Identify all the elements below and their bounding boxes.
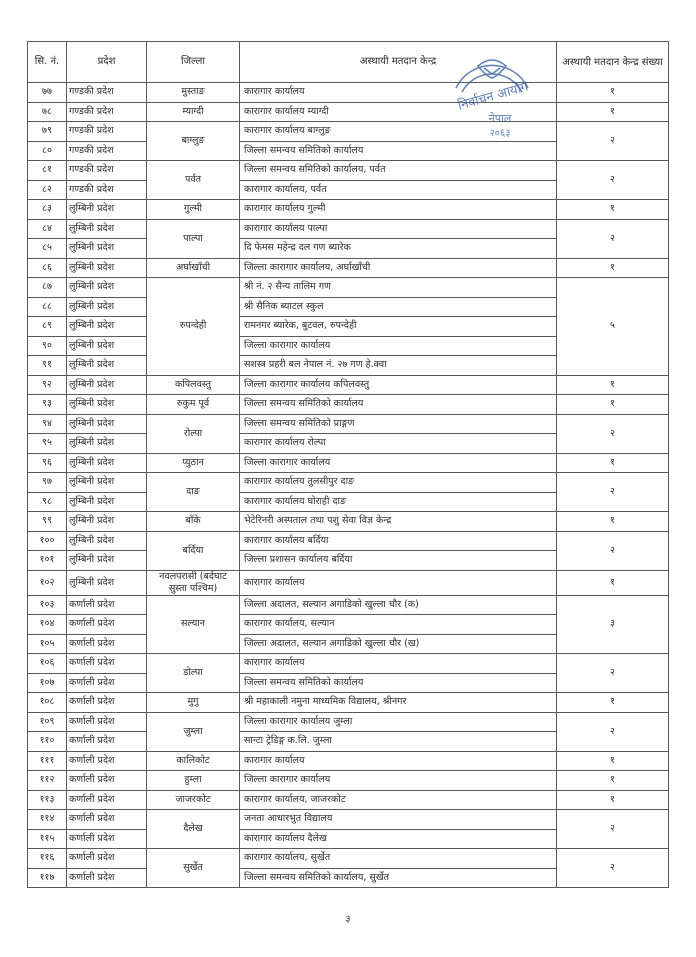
center-count-cell: १ — [557, 102, 669, 122]
center-count-cell: १ — [557, 570, 669, 595]
province-cell: गण्डकी प्रदेश — [67, 180, 147, 200]
province-cell: लुम्बिनी प्रदेश — [67, 395, 147, 415]
table-row — [28, 790, 669, 810]
serial-number-cell: ९३ — [28, 395, 67, 415]
polling-center-cell: कारागार कार्यालय — [240, 83, 557, 103]
page-number: ३ — [345, 914, 351, 925]
province-cell: कर्णाली प्रदेश — [67, 849, 147, 869]
center-count-cell: २ — [557, 810, 669, 849]
serial-number-cell: ८८ — [28, 297, 67, 317]
serial-number-cell: १०१ — [28, 551, 67, 571]
polling-center-cell: कारागार कार्यालय, सल्यान — [240, 615, 557, 635]
polling-center-cell: कारागार कार्यालय रोल्पा — [240, 434, 557, 454]
district-cell: जुम्ला — [147, 712, 240, 751]
serial-number-cell: ९६ — [28, 453, 67, 473]
center-count-cell: १ — [557, 200, 669, 220]
table-row — [28, 810, 669, 830]
province-cell: कर्णाली प्रदेश — [67, 771, 147, 791]
polling-center-cell: कारागार कार्यालय पाल्पा — [240, 219, 557, 239]
province-cell: लुम्बिनी प्रदेश — [67, 531, 147, 551]
district-cell: डोल्पा — [147, 654, 240, 693]
center-count-cell: २ — [557, 473, 669, 512]
header-district: जिल्ला — [147, 42, 240, 83]
province-cell: लुम्बिनी प्रदेश — [67, 278, 147, 298]
polling-centers-table — [27, 41, 669, 888]
district-cell: कालिकोट — [147, 751, 240, 771]
center-count-cell: १ — [557, 453, 669, 473]
province-cell: कर्णाली प्रदेश — [67, 654, 147, 674]
center-count-cell: १ — [557, 693, 669, 713]
district-cell: बर्दिया — [147, 531, 240, 570]
district-cell: पर्वत — [147, 161, 240, 200]
province-cell: गण्डकी प्रदेश — [67, 102, 147, 122]
polling-center-cell: रामनगर ब्यारेक, बुटवल, रुपन्देही — [240, 317, 557, 337]
province-cell: लुम्बिनी प्रदेश — [67, 375, 147, 395]
table-row — [28, 570, 669, 595]
serial-number-cell: ९५ — [28, 434, 67, 454]
polling-center-cell: जिल्ला कारागार कार्यालय, अर्घाखाँची — [240, 258, 557, 278]
header-province: प्रदेश — [67, 42, 147, 83]
table-row — [28, 161, 669, 181]
polling-center-cell: जिल्ला कारागार कार्यालय — [240, 771, 557, 791]
serial-number-cell: ११६ — [28, 849, 67, 869]
table-row — [28, 375, 669, 395]
table-row — [28, 595, 669, 615]
province-cell: कर्णाली प्रदेश — [67, 868, 147, 888]
district-cell: दैलेख — [147, 810, 240, 849]
center-count-cell: २ — [557, 122, 669, 161]
table-row — [28, 849, 669, 869]
center-count-cell: ३ — [557, 595, 669, 654]
province-cell: गण्डकी प्रदेश — [67, 122, 147, 142]
province-cell: लुम्बिनी प्रदेश — [67, 336, 147, 356]
province-cell: लुम्बिनी प्रदेश — [67, 551, 147, 571]
serial-number-cell: १०७ — [28, 673, 67, 693]
center-count-cell: २ — [557, 531, 669, 570]
polling-center-cell: कारागार कार्यालय — [240, 570, 557, 595]
center-count-cell: २ — [557, 219, 669, 258]
center-count-cell: २ — [557, 712, 669, 751]
table-row — [28, 473, 669, 493]
serial-number-cell: १११ — [28, 751, 67, 771]
serial-number-cell: ८३ — [28, 200, 67, 220]
district-cell: दाङ — [147, 473, 240, 512]
district-cell: हुम्ला — [147, 771, 240, 791]
province-cell: लुम्बिनी प्रदेश — [67, 492, 147, 512]
header-polling-center: अस्थायी मतदान केन्द्र — [240, 42, 557, 83]
center-count-cell: १ — [557, 258, 669, 278]
province-cell: कर्णाली प्रदेश — [67, 810, 147, 830]
polling-center-cell: जिल्ला अदालत, सल्यान अगाडिको खुल्ला चौर (ख) — [240, 634, 557, 654]
header-serial-number: सि. नं. — [28, 42, 67, 83]
polling-center-cell: सशस्त्र प्रहरी बल नेपाल नं. २७ गण हे.क्वा — [240, 356, 557, 376]
center-count-cell: २ — [557, 161, 669, 200]
serial-number-cell: ११४ — [28, 810, 67, 830]
polling-center-cell: कारागार कार्यालय — [240, 751, 557, 771]
district-cell: बाँके — [147, 512, 240, 532]
serial-number-cell: ११३ — [28, 790, 67, 810]
table-row — [28, 200, 669, 220]
district-cell: गुल्मी — [147, 200, 240, 220]
province-cell: लुम्बिनी प्रदेश — [67, 200, 147, 220]
table-row — [28, 654, 669, 674]
polling-center-cell: श्री महाकाली नमुना माध्यमिक विद्यालय, श्रीनगर — [240, 693, 557, 713]
serial-number-cell: १०३ — [28, 595, 67, 615]
polling-center-cell: कारागार कार्यालय घोराही दाङ — [240, 492, 557, 512]
district-cell: सुर्खेत — [147, 849, 240, 888]
center-count-cell: १ — [557, 751, 669, 771]
polling-center-cell: भेटेरिनरी अस्पताल तथा पशु सेवा विज्ञ केन्द्र — [240, 512, 557, 532]
seal-text-line3: २०६३ — [489, 128, 511, 139]
serial-number-cell: १०४ — [28, 615, 67, 635]
serial-number-cell: ८९ — [28, 317, 67, 337]
province-cell: लुम्बिनी प्रदेश — [67, 356, 147, 376]
table-row — [28, 414, 669, 434]
district-cell: म्याग्दी — [147, 102, 240, 122]
province-cell: लुम्बिनी प्रदेश — [67, 512, 147, 532]
polling-center-cell: श्री सैनिक ब्याटल स्कुल — [240, 297, 557, 317]
province-cell: लुम्बिनी प्रदेश — [67, 258, 147, 278]
polling-center-cell: जिल्ला अदालत, सल्यान अगाडिको खुल्ला चौर (क) — [240, 595, 557, 615]
polling-center-cell: सान्टा ट्रेडिङ्ग क.लि. जुम्ला — [240, 732, 557, 752]
serial-number-cell: ८२ — [28, 180, 67, 200]
province-cell: कर्णाली प्रदेश — [67, 634, 147, 654]
province-cell: लुम्बिनी प्रदेश — [67, 414, 147, 434]
polling-center-cell: कारागार कार्यालय गुल्मी — [240, 200, 557, 220]
polling-center-cell: कारागार कार्यालय, सुर्खेत — [240, 849, 557, 869]
province-cell: गण्डकी प्रदेश — [67, 161, 147, 181]
province-cell: कर्णाली प्रदेश — [67, 673, 147, 693]
header-center-count: अस्थायी मतदान केन्द्र संख्या — [557, 42, 669, 83]
polling-center-cell: जिल्ला समन्वय समितिको कार्यालय, पर्वत — [240, 161, 557, 181]
table-row — [28, 219, 669, 239]
table-row — [28, 512, 669, 532]
province-cell: गण्डकी प्रदेश — [67, 83, 147, 103]
center-count-cell: १ — [557, 790, 669, 810]
polling-center-cell: जिल्ला कारागार कार्यालय जुम्ला — [240, 712, 557, 732]
table-row — [28, 453, 669, 473]
table-row — [28, 83, 669, 103]
table-row — [28, 278, 669, 298]
polling-center-cell: कारागार कार्यालय — [240, 654, 557, 674]
serial-number-cell: ८६ — [28, 258, 67, 278]
province-cell: कर्णाली प्रदेश — [67, 790, 147, 810]
center-count-cell: १ — [557, 375, 669, 395]
district-cell: मुस्ताङ — [147, 83, 240, 103]
province-cell: लुम्बिनी प्रदेश — [67, 473, 147, 493]
serial-number-cell: ११० — [28, 732, 67, 752]
table-row — [28, 122, 669, 142]
district-cell: रोल्पा — [147, 414, 240, 453]
polling-center-cell: जिल्ला समन्वय समितिको कार्यालय — [240, 141, 557, 161]
province-cell: कर्णाली प्रदेश — [67, 732, 147, 752]
serial-number-cell: ८१ — [28, 161, 67, 181]
center-count-cell: २ — [557, 414, 669, 453]
center-count-cell: १ — [557, 771, 669, 791]
polling-center-cell: कारागार कार्यालय म्याग्दी — [240, 102, 557, 122]
table-row — [28, 693, 669, 713]
table-row — [28, 712, 669, 732]
table-row — [28, 258, 669, 278]
province-cell: लुम्बिनी प्रदेश — [67, 570, 147, 595]
province-cell: लुम्बिनी प्रदेश — [67, 297, 147, 317]
serial-number-cell: ७७ — [28, 83, 67, 103]
polling-center-cell: कारागार कार्यालय बर्दिया — [240, 531, 557, 551]
province-cell: कर्णाली प्रदेश — [67, 615, 147, 635]
province-cell: कर्णाली प्रदेश — [67, 595, 147, 615]
serial-number-cell: ९४ — [28, 414, 67, 434]
polling-center-cell: जनता आधारभुत विद्यालय — [240, 810, 557, 830]
table-row — [28, 771, 669, 791]
polling-center-cell: कारागार कार्यालय तुलसीपुर दाङ — [240, 473, 557, 493]
district-cell: प्युठान — [147, 453, 240, 473]
district-cell: कपिलवस्तु — [147, 375, 240, 395]
serial-number-cell: ११७ — [28, 868, 67, 888]
center-count-cell: १ — [557, 512, 669, 532]
serial-number-cell: ११२ — [28, 771, 67, 791]
serial-number-cell: ९० — [28, 336, 67, 356]
polling-center-cell: श्री नं. २ सैन्य तालिम गण — [240, 278, 557, 298]
province-cell: लुम्बिनी प्रदेश — [67, 219, 147, 239]
table-row — [28, 395, 669, 415]
polling-center-cell: जिल्ला कारागार कार्यालय — [240, 336, 557, 356]
serial-number-cell: १०५ — [28, 634, 67, 654]
province-cell: लुम्बिनी प्रदेश — [67, 434, 147, 454]
polling-center-cell: जिल्ला कारागार कार्यालय — [240, 453, 557, 473]
serial-number-cell: ११५ — [28, 829, 67, 849]
serial-number-cell: ८७ — [28, 278, 67, 298]
district-cell: नवलपरासी (बर्दघाट सुस्ता पश्चिम) — [147, 570, 240, 595]
serial-number-cell: ९२ — [28, 375, 67, 395]
province-cell: लुम्बिनी प्रदेश — [67, 317, 147, 337]
serial-number-cell: १०८ — [28, 693, 67, 713]
polling-center-cell: कारागार कार्यालय बाग्लुङ — [240, 122, 557, 142]
polling-center-cell: जिल्ला समन्वय समितिको कार्यालय — [240, 395, 557, 415]
serial-number-cell: १०२ — [28, 570, 67, 595]
polling-center-cell: जिल्ला समन्वय समितिको कार्यालय, सुर्खेत — [240, 868, 557, 888]
table-row — [28, 751, 669, 771]
serial-number-cell: ७९ — [28, 122, 67, 142]
serial-number-cell: ८० — [28, 141, 67, 161]
serial-number-cell: ९१ — [28, 356, 67, 376]
province-cell: कर्णाली प्रदेश — [67, 829, 147, 849]
district-cell: बाग्लुङ — [147, 122, 240, 161]
serial-number-cell: ९७ — [28, 473, 67, 493]
table-row — [28, 102, 669, 122]
district-cell: रुकुम पूर्व — [147, 395, 240, 415]
polling-center-cell: जिल्ला प्रशासन कार्यालय बर्दिया — [240, 551, 557, 571]
center-count-cell: २ — [557, 849, 669, 888]
center-count-cell: १ — [557, 395, 669, 415]
province-cell: कर्णाली प्रदेश — [67, 693, 147, 713]
table-header-row — [28, 42, 669, 83]
polling-center-cell: कारागार कार्यालय दैलेख — [240, 829, 557, 849]
table-row — [28, 531, 669, 551]
province-cell: लुम्बिनी प्रदेश — [67, 239, 147, 259]
polling-center-cell: कारागार कार्यालय, जाजरकोट — [240, 790, 557, 810]
seal-text-line1: निर्वाचन आयोग — [456, 79, 530, 114]
district-cell: रुपन्देही — [147, 278, 240, 376]
district-cell: मुगु — [147, 693, 240, 713]
serial-number-cell: १०६ — [28, 654, 67, 674]
polling-center-cell: जिल्ला समन्वय समितिको कार्यालय — [240, 673, 557, 693]
province-cell: कर्णाली प्रदेश — [67, 751, 147, 771]
district-cell: पाल्पा — [147, 219, 240, 258]
serial-number-cell: ८५ — [28, 239, 67, 259]
province-cell: लुम्बिनी प्रदेश — [67, 453, 147, 473]
seal-text-line2: नेपाल — [488, 112, 512, 125]
province-cell: गण्डकी प्रदेश — [67, 141, 147, 161]
province-cell: कर्णाली प्रदेश — [67, 712, 147, 732]
district-cell: सल्यान — [147, 595, 240, 654]
polling-center-cell: दि फेमस महेन्द्र दल गण ब्यारेक — [240, 239, 557, 259]
serial-number-cell: ८४ — [28, 219, 67, 239]
serial-number-cell: ७८ — [28, 102, 67, 122]
serial-number-cell: १०० — [28, 531, 67, 551]
center-count-cell: ५ — [557, 278, 669, 376]
serial-number-cell: ९८ — [28, 492, 67, 512]
serial-number-cell: ९९ — [28, 512, 67, 532]
district-cell: अर्घाखाँची — [147, 258, 240, 278]
polling-center-cell: कारागार कार्यालय, पर्वत — [240, 180, 557, 200]
center-count-cell: १ — [557, 83, 669, 103]
polling-center-cell: जिल्ला कारागार कार्यालय कपिलवस्तु — [240, 375, 557, 395]
serial-number-cell: १०९ — [28, 712, 67, 732]
district-cell: जाजरकोट — [147, 790, 240, 810]
center-count-cell: २ — [557, 654, 669, 693]
table-body — [28, 83, 669, 888]
polling-center-cell: जिल्ला समन्वय समितिको प्राङ्गण — [240, 414, 557, 434]
